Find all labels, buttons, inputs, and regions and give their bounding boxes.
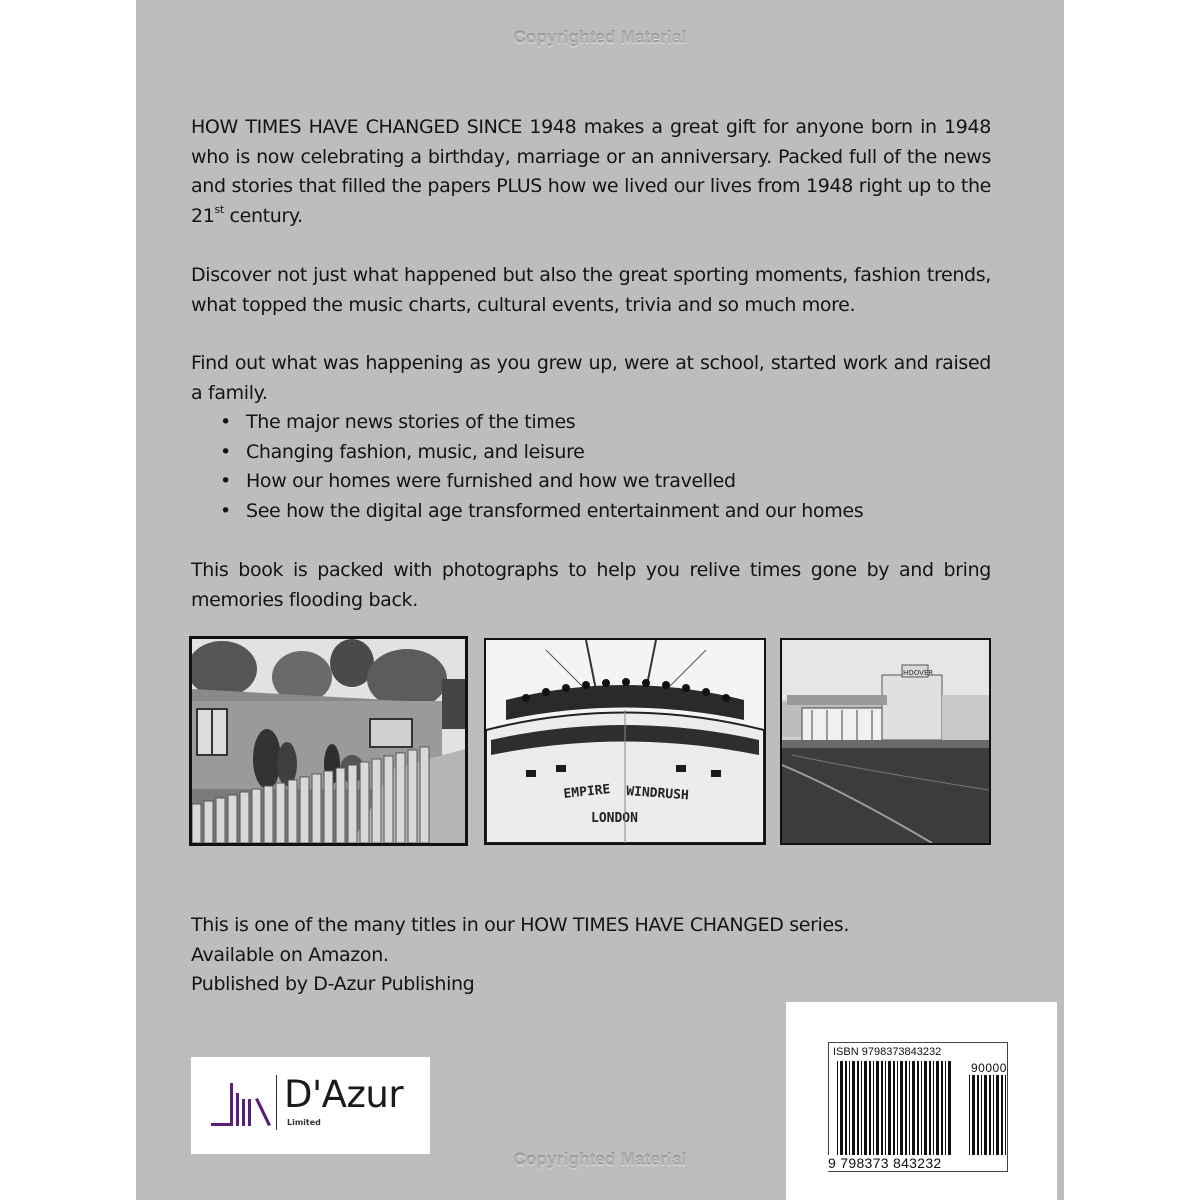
barcode-bar	[912, 1061, 915, 1155]
intro-paragraph	[191, 113, 991, 231]
barcode-bar	[969, 1075, 970, 1155]
barcode-digits: 9 798373 843232	[828, 1155, 942, 1171]
logo-sub: Limited	[287, 1118, 321, 1127]
availability-line: Available on Amazon.	[191, 943, 389, 966]
barcode-bar	[984, 1075, 987, 1155]
photo-windrush-ship	[484, 638, 766, 845]
photo-prefab-houses	[189, 636, 468, 846]
ship-name-right: WINDRUSH	[625, 784, 690, 804]
barcode-addon-number: 90000	[971, 1061, 1007, 1075]
ship-port: LONDON	[591, 811, 638, 826]
barcode-bar	[933, 1061, 934, 1155]
list-item	[191, 408, 991, 438]
ordinal-suffix: st	[214, 203, 224, 217]
isbn-label: ISBN 9798373843232	[833, 1046, 942, 1058]
photos-paragraph: This book is packed with photographs to help you relive times gone by and bring memories flooding back.	[191, 559, 991, 611]
barcode-bar	[857, 1061, 859, 1155]
bullet-icon: •	[220, 470, 231, 493]
barcode-bar	[849, 1061, 850, 1155]
barcode-bar	[945, 1061, 946, 1155]
series-line: This is one of the many titles in our HOW TIMES HAVE CHANGED series.	[191, 914, 850, 936]
bookshelf-logo-icon	[211, 1079, 273, 1131]
list-item	[191, 497, 991, 527]
barcode-bar	[852, 1061, 855, 1155]
building-sign: HOOVER	[903, 669, 934, 677]
watermark-bottom: Copyrighted Material	[513, 1150, 687, 1169]
logo-name: D'Azur	[284, 1073, 404, 1116]
feature-list	[191, 408, 991, 526]
discover-paragraph: Discover not just what happened but also the great sporting moments, fashion trends, what topped the music charts, cultural events, trivia and so much more.	[191, 264, 991, 316]
barcode-bar	[893, 1061, 895, 1155]
barcode-bar	[885, 1061, 886, 1155]
barcode-bar	[900, 1061, 903, 1155]
barcode-bar	[1005, 1075, 1006, 1155]
watermark-top: Copyrighted Material	[513, 28, 687, 47]
ean-barcode	[837, 1061, 955, 1163]
barcode-bar	[837, 1061, 838, 1163]
bullet-icon: •	[220, 499, 231, 522]
list-item-text: The major news stories of the times	[246, 411, 576, 433]
barcode-panel	[786, 1002, 1057, 1200]
barcode-bar	[981, 1075, 982, 1155]
find-out-paragraph: Find out what was happening as you grew up, were at school, started work and raised a family.	[191, 352, 991, 404]
barcode-bar	[905, 1061, 907, 1155]
intro-text-end: century.	[223, 204, 303, 227]
logo-divider	[276, 1075, 277, 1130]
barcode-bar	[936, 1061, 939, 1155]
barcode-bar	[840, 1061, 843, 1163]
barcode-bar	[864, 1061, 867, 1155]
barcode-bar	[989, 1075, 991, 1155]
barcode-bar	[924, 1061, 927, 1155]
barcode-bar	[977, 1075, 979, 1155]
barcode-bar	[917, 1061, 919, 1155]
barcode-bar	[941, 1061, 943, 1155]
bullet-icon: •	[220, 440, 231, 463]
barcode-bar	[869, 1061, 871, 1155]
list-item-text: How our homes were furnished and how we travelled	[246, 470, 736, 493]
publisher-line: Published by D-Azur Publishing	[191, 973, 475, 996]
ship-name-left: EMPIRE	[562, 782, 612, 802]
barcode-bar	[861, 1061, 862, 1155]
list-item	[191, 438, 991, 468]
series-info	[191, 911, 991, 1000]
barcode-bar	[888, 1061, 891, 1155]
barcode-bar	[929, 1061, 931, 1155]
barcode-bar	[897, 1061, 898, 1163]
list-item	[191, 467, 991, 497]
intro-text: HOW TIMES HAVE CHANGED SINCE 1948 makes a great gift for anyone born in 1948 who is now celebrating a birthday, marriage or an anniversary. Packed full of the news and stories that filled the papers PLUS how we lived our lives from 1948 right up to the 21	[191, 116, 991, 227]
list-item-text: See how the digital age transformed entertainment and our homes	[246, 499, 864, 522]
barcode-bar	[921, 1061, 922, 1155]
photo-hoover-building	[780, 638, 991, 845]
barcode-bar	[972, 1075, 975, 1155]
barcode-bar	[909, 1061, 910, 1155]
barcode-bar	[996, 1075, 999, 1155]
barcode-bar	[845, 1061, 847, 1155]
bullet-icon: •	[220, 411, 231, 433]
barcode-bar	[948, 1061, 951, 1155]
barcode-bar	[1001, 1075, 1003, 1155]
barcode-bar	[873, 1061, 874, 1155]
list-item-text: Changing fashion, music, and leisure	[246, 440, 585, 463]
publisher-logo	[191, 1057, 430, 1154]
barcode-bar	[876, 1061, 879, 1155]
barcode-bar	[993, 1075, 994, 1155]
barcode-bar	[881, 1061, 883, 1155]
